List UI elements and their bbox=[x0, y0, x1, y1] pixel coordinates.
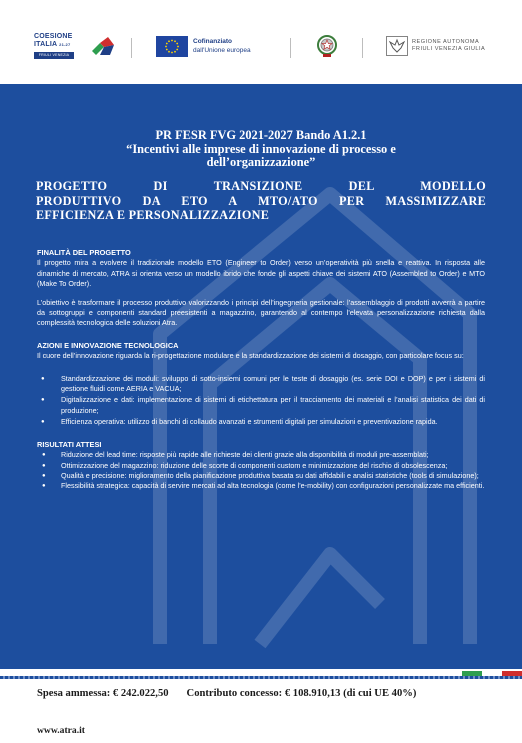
coesione-text bbox=[34, 33, 73, 49]
eu-line1: Cofinanziato bbox=[193, 38, 232, 45]
call-title bbox=[36, 129, 486, 170]
project-title-line1: PROGETTO DI TRANSIZIONE DEL MODELLO bbox=[36, 179, 486, 193]
coesione-arrow-icon bbox=[90, 37, 116, 59]
azioni-heading: AZIONI E INNOVAZIONE TECNOLOGICA bbox=[37, 340, 179, 350]
list-item: ● Flessibilità strategica: capacità di servire mercati ad alta tecnologia (come l’e-mobility) con configurazioni personalizzate ma efficienti. bbox=[37, 481, 485, 491]
coesione-line1: COESIONE bbox=[34, 33, 73, 40]
footer-band bbox=[0, 669, 522, 676]
coesione-region-bar: FRIULI VENEZIA GIULIA bbox=[34, 52, 74, 59]
contributo-concesso: Contributo concesso: € 108.910,13 (di cui UE 40%) bbox=[186, 688, 417, 699]
call-title-line3: dell’organizzazione” bbox=[206, 155, 316, 169]
italian-flag-icon bbox=[462, 671, 522, 676]
project-title-line3: EFFICIENZA E PERSONALIZZAZIONE bbox=[36, 208, 270, 222]
coesione-italia-logo bbox=[34, 33, 112, 63]
logo-separator bbox=[290, 38, 291, 58]
flag-red bbox=[502, 671, 522, 676]
coesione-line2: ITALIA bbox=[34, 41, 57, 48]
list-item: ● Qualità e precisione: miglioramento della pianificazione produttiva basata su dati affidabili e analisi statistiche (tools di simulazione); bbox=[37, 471, 485, 481]
project-title-line2: PRODUTTIVO DA ETO A MTO/ATO PER MASSIMIZZARE bbox=[36, 193, 486, 208]
italian-emblem-icon bbox=[316, 33, 338, 59]
risultati-heading: RISULTATI ATTESI bbox=[37, 439, 102, 449]
call-title-line1: PR FESR FVG 2021-2027 Bando A1.2.1 bbox=[155, 128, 367, 142]
website-link[interactable]: www.atra.it bbox=[37, 725, 85, 736]
flag-white bbox=[482, 671, 502, 676]
risultati-list bbox=[37, 450, 485, 492]
eu-line2: dall'Unione europea bbox=[193, 46, 251, 54]
finalita-paragraph-1: Il progetto mira a evolvere il tradizionale modello ETO (Engineer to Order) verso un’operatività più snella e reattiva. In risposta alle dinamiche di mercato, ATRA si orienta verso un modello ibrido che fonde gli aspetti chiave dei sistemi ATO (Assembled to Order) e MTO (Make To Order). bbox=[37, 258, 485, 289]
logo-separator bbox=[362, 38, 363, 58]
coesione-years: 21-27 bbox=[59, 42, 71, 47]
project-panel bbox=[0, 84, 522, 669]
fvg-eagle-icon bbox=[386, 36, 408, 56]
project-title bbox=[36, 179, 486, 223]
logo-separator bbox=[131, 38, 132, 58]
finalita-heading: FINALITÀ DEL PROGETTO bbox=[37, 248, 131, 257]
call-title-line2: “Incentivi alle imprese di innovazione di processo e bbox=[126, 141, 396, 156]
list-item: ● Efficienza operativa: utilizzo di banchi di collaudo avanzati e strumenti digitali per simulazioni e preventivazione rapida. bbox=[37, 417, 485, 427]
spesa-ammessa: Spesa ammessa: € 242.022,50 bbox=[37, 688, 169, 699]
finalita-paragraph-2: L’obiettivo è trasformare il processo produttivo valorizzando i principi dell’ingegneria gestionale: l’assemblaggio di prodotti avverrà a partire da sottogruppi e componenti standard preesistenti a magazzino, garantendo al contempo l’elevata personalizzazione richiesta dalla complessità tecnologica delle soluzioni Atra. bbox=[37, 297, 485, 328]
funding-summary bbox=[37, 688, 416, 699]
region-line1: REGIONE AUTONOMA bbox=[412, 39, 480, 45]
list-item: ● Digitalizzazione e dati: implementazione di sistemi di etichettatura per il tracciamento dei materiali e l’analisi statistica dei dati di produzione; bbox=[37, 395, 485, 416]
eu-cofinanced-text bbox=[193, 38, 251, 55]
flag-green bbox=[462, 671, 482, 676]
list-item: ● Riduzione del lead time: risposte più rapide alle richieste dei clienti grazie alla disponibilità di moduli pre-assemblati; bbox=[37, 450, 485, 460]
azioni-intro: Il cuore dell’innovazione riguarda la ri-progettazione modulare e la standardizzazione dei sistemi di dosaggio, con particolare focus su: bbox=[37, 351, 464, 361]
list-item: ● Ottimizzazione del magazzino: riduzione delle scorte di componenti custom e minimizzazione del rischio di obsolescenza; bbox=[37, 461, 485, 471]
project-body bbox=[37, 248, 485, 492]
region-line2: FRIULI VENEZIA GIULIA bbox=[412, 46, 486, 52]
azioni-list bbox=[37, 374, 485, 428]
logo-strip bbox=[0, 0, 522, 84]
eu-flag-icon bbox=[156, 36, 188, 57]
list-item: ● Standardizzazione dei moduli: sviluppo di sotto-insiemi comuni per le teste di dosaggio (es. serie DOI e DOP) e per i sistemi di gestione fluidi come AERIA e VACUA; bbox=[37, 374, 485, 395]
footer-band-lower bbox=[0, 679, 522, 683]
region-text bbox=[412, 39, 485, 53]
